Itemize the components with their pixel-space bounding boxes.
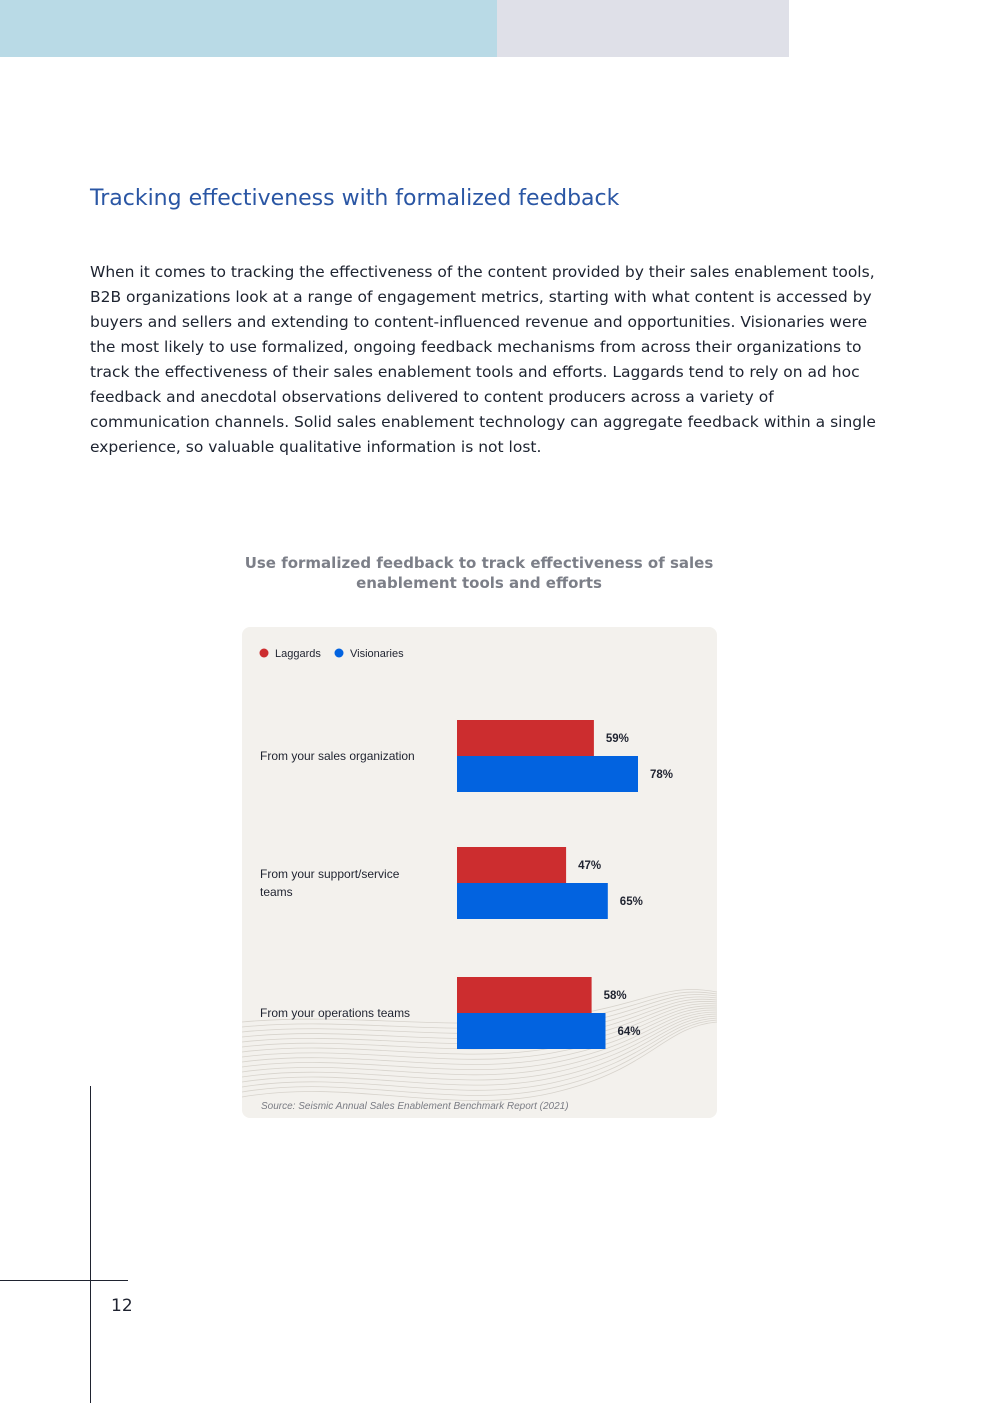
bar-chart: [242, 627, 717, 1118]
bar-laggards: [457, 847, 566, 883]
section-heading: Tracking effectiveness with formalized feedback: [90, 186, 620, 211]
footer-vertical-rule: [90, 1086, 91, 1403]
header-band-right: [497, 0, 789, 57]
bar-visionaries: [457, 1013, 606, 1049]
legend-label-visionaries: Visionaries: [350, 648, 404, 660]
data-label: 78%: [650, 769, 674, 781]
body-paragraph: When it comes to tracking the effectiveness of the content provided by their sales enablement tools, B2B organizations look at a range of engagement metrics, starting with what content is accessed by buyers and sellers and extending to content-influenced revenue and opportunities. Visionaries were the most likely to use formalized, ongoing feedback mechanisms from across their organizations to track the effectiveness of their sales enablement tools and efforts. Laggards tend to rely on ad hoc feedback and anecdotal observations delivered to content producers across a variety of communication channels. Solid sales enablement technology can aggregate feedback within a single experience, so valuable qualitative information is not lost.: [90, 263, 876, 456]
header-band-left: [0, 0, 497, 57]
data-label: 58%: [603, 990, 627, 1002]
data-label: 65%: [619, 896, 643, 908]
bar-laggards: [457, 720, 594, 756]
bar-visionaries: [457, 756, 638, 792]
category-label: teams: [260, 885, 293, 899]
bar-laggards: [457, 977, 592, 1013]
category-label: From your operations teams: [260, 1006, 411, 1020]
footer-horizontal-rule: [0, 1280, 128, 1281]
chart-bars: [260, 720, 673, 1049]
chart-card: [242, 627, 717, 1118]
category-label: From your support/service: [260, 867, 400, 881]
chart-legend: [260, 648, 405, 660]
chart-source: Source: Seismic Annual Sales Enablement Benchmark Report (2021): [261, 1101, 569, 1112]
category-label: From your sales organization: [260, 749, 415, 763]
bar-visionaries: [457, 883, 608, 919]
data-label: 59%: [605, 733, 629, 745]
legend-marker-laggards: [260, 649, 269, 658]
chart-title: Use formalized feedback to track effectiveness of sales enablement tools and efforts: [244, 554, 714, 592]
legend-marker-visionaries: [335, 649, 344, 658]
data-label: 64%: [617, 1026, 641, 1038]
page-number: 12: [111, 1296, 133, 1316]
legend-label-laggards: Laggards: [275, 648, 321, 660]
data-label: 47%: [578, 860, 602, 872]
